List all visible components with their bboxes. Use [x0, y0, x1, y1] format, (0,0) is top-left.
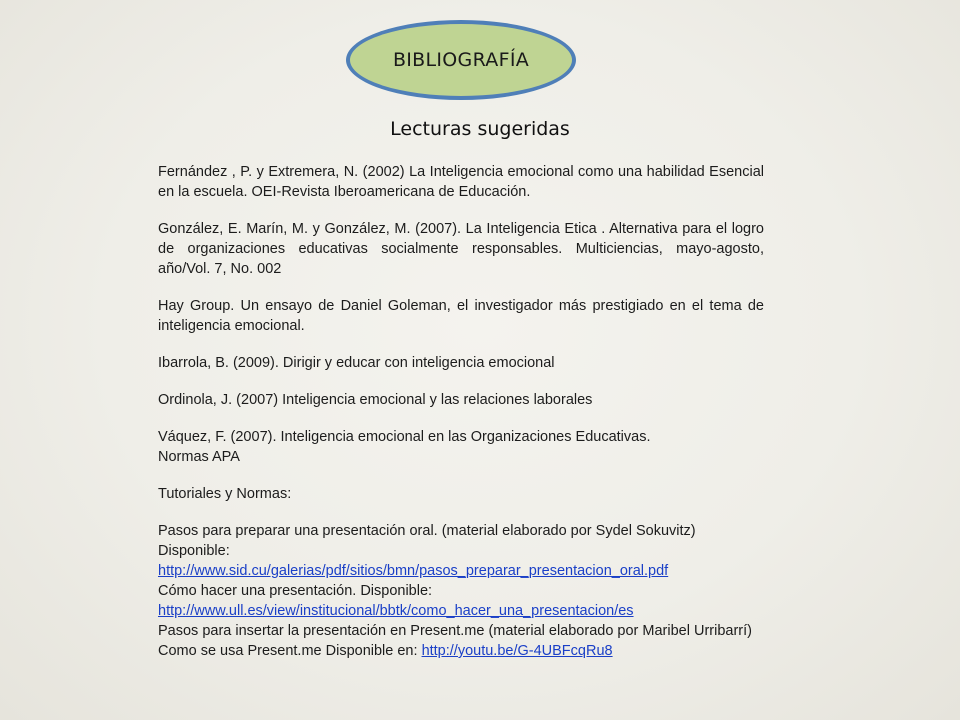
reference-list [158, 162, 764, 661]
reference-gonzalez: González, E. Marín, M. y González, M. (2007). La Inteligencia Etica . Alternativa para el logro de organizaciones educativas socialmente responsables. Multiciencias, mayo-agosto, año/Vol. 7, No. 002 [158, 221, 764, 277]
tutorials-heading: Tutoriales y Normas: [158, 486, 292, 502]
tutorial-present-me: Pasos para insertar la presentación en Present.me (material elaborado por Maribel Urribarrí) [158, 623, 752, 639]
link-pasos-presentacion-oral[interactable]: http://www.sid.cu/galerias/pdf/sitios/bmn/pasos_preparar_presentacion_oral.pdf [158, 563, 669, 579]
title-oval [346, 20, 576, 100]
link-como-hacer-presentacion[interactable]: http://www.ull.es/view/institucional/bbtk/como_hacer_una_presentacion/es [158, 603, 634, 619]
tutorial-present-me-usage-text: Como se usa Present.me Disponible en: [158, 643, 422, 659]
tutorial-present-me-usage [158, 641, 764, 661]
link-youtube-present-me[interactable]: http://youtu.be/G-4UBFcqRu8 [421, 643, 613, 659]
reference-hay-group: Hay Group. Un ensayo de Daniel Goleman, el investigador más prestigiado en el tema de inteligencia emocional. [158, 298, 764, 334]
slide-title: BIBLIOGRAFÍA [392, 49, 530, 71]
reference-vaquez [158, 427, 764, 467]
slide-subtitle: Lecturas sugeridas [390, 118, 570, 140]
reference-fernandez: Fernández , P. y Extremera, N. (2002) La Inteligencia emocional como una habilidad Esencial en la escuela. OEI-Revista Iberoamericana de Educación. [158, 164, 764, 200]
reference-vaquez-text: Váquez, F. (2007). Inteligencia emocional en las Organizaciones Educativas. [158, 429, 651, 445]
tutorial-presentacion-oral [158, 521, 764, 621]
reference-ibarrola: Ibarrola, B. (2009). Dirigir y educar con inteligencia emocional [158, 355, 555, 371]
tutorial-como-hacer-text: Cómo hacer una presentación. Disponible: [158, 583, 433, 599]
tutorial-presentacion-oral-text: Pasos para preparar una presentación oral. (material elaborado por Sydel Sokuvitz) Disponible: [158, 523, 696, 559]
normas-apa-label: Normas APA [158, 449, 240, 465]
reference-ordinola: Ordinola, J. (2007) Inteligencia emocional y las relaciones laborales [158, 392, 593, 408]
